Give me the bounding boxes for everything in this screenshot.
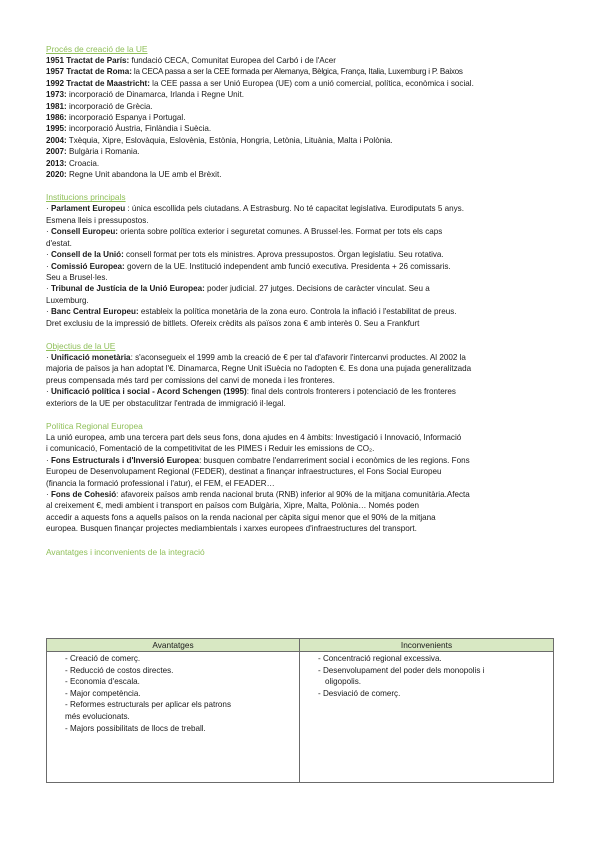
process-item bbox=[46, 101, 560, 112]
process-item-text: la CECA passa a ser la CEE formada per Alemanya, Bèlgica, França, Italia, Luxemburg i P. Baixos bbox=[131, 67, 463, 77]
institution-text: : única escollida pels ciutadans. A Estrasburg. No té capacitat legislativa. Eurodiputats 5 anys. bbox=[125, 204, 464, 214]
institution-commission bbox=[46, 261, 560, 284]
list-item: - Desviació de comerç. bbox=[318, 688, 401, 698]
institution-line: · Consell de la Unió: consell format per tots els ministres. Aprova pressupostos. Òrgan legislatiu. Seu rotativa. bbox=[46, 250, 444, 260]
institution-council-union bbox=[46, 249, 560, 260]
regional-text: accedir a aquests fons a aquells països on la renda nacional per càpita sigui menor que el 90% de la mitjana bbox=[46, 512, 436, 522]
integration-table bbox=[46, 638, 554, 783]
process-item-key: 2013: bbox=[46, 158, 67, 168]
institution-key: Comissió Europea: bbox=[50, 261, 125, 271]
process-item-key: 1986: bbox=[46, 113, 67, 123]
regional-cohesion-fund bbox=[46, 489, 560, 535]
process-item bbox=[46, 112, 560, 123]
table-body-row bbox=[47, 652, 553, 782]
disadvantages-cell bbox=[300, 652, 553, 782]
regional-key: Fons de Cohesió bbox=[50, 490, 117, 499]
objective-line: · Unificació monetària: s'aconsegueix el 1999 amb la creació de € per tal d'afavorir l'intercanvi productes. Al 2002 la bbox=[46, 352, 466, 362]
process-item-text: incorporació de Grècia. bbox=[66, 101, 153, 111]
process-item-key: 1995: bbox=[46, 124, 67, 134]
process-item bbox=[46, 55, 560, 66]
regional-text: i comunicació, Fomentació de la competitivitat de les PIMES i Reduir les emissions de CO₂. bbox=[46, 444, 375, 454]
institution-key: Tribunal de Justícia de la Unió Europea: bbox=[50, 284, 205, 294]
process-item-key: 1951 Tractat de París: bbox=[46, 56, 130, 65]
process-item-key: 1992 Tractat de Maastricht: bbox=[46, 78, 150, 88]
objective-key: Unificació política i social - Acord Schengen (1995) bbox=[50, 387, 247, 397]
list-item: - Reducció de costos directes. bbox=[65, 665, 174, 675]
institution-line: · Consell Europeu: orienta sobre política exterior i seguretat comunes. A Brussel·les. Format per tots els caps bbox=[46, 227, 443, 237]
table-header-row bbox=[47, 639, 553, 652]
spacer bbox=[46, 329, 560, 341]
spacer bbox=[46, 535, 560, 547]
institution-text: Dret exclusiu de la impressió de bitllets. Ofereix crèdits als països zona € amb interès 0. Seu a Frankfurt bbox=[46, 318, 420, 328]
list-item: - Desenvolupament del poder dels monopolis i bbox=[318, 665, 485, 675]
document-content bbox=[46, 44, 560, 558]
institution-text: govern de la UE. Institució independent amb funció executiva. Presidenta + 26 comissaris. bbox=[124, 261, 451, 271]
table-header-advantages: Avantatges bbox=[47, 639, 300, 652]
objective-political bbox=[46, 386, 560, 409]
regional-text: La unió europea, amb una tercera part dels seus fons, dona ajudes en 4 àmbits: Investigació i Innovació, Informació bbox=[46, 432, 462, 442]
process-item bbox=[46, 123, 560, 134]
institution-text: poder judicial. 27 jutges. Decisions de caràcter vinculat. Seu a bbox=[204, 284, 430, 294]
institution-text: estableix la política monetària de la zona euro. Controla la inflació i l'estabilitat de preus. bbox=[138, 307, 457, 317]
list-item: - Majors possibilitats de llocs de treball. bbox=[65, 723, 206, 733]
section-title-regional: Política Regional Europea bbox=[46, 420, 143, 431]
spacer bbox=[46, 180, 560, 192]
regional-text: (financia la formació professional i l'atur), el FEM, el FEADER… bbox=[46, 478, 275, 488]
list-item: - Reformes estructurals per aplicar els patrons bbox=[65, 700, 231, 710]
list-item: - Concentració regional excessiva. bbox=[318, 654, 442, 663]
process-list bbox=[46, 55, 560, 180]
list-item: - Major competència. bbox=[65, 688, 141, 698]
regional-line: · Fons Estructurals i d'Inversió Europea: busquen combatre l'endarreriment social i econòmics de les regions. Fons bbox=[46, 455, 470, 465]
institution-key: Consell de la Unió: bbox=[50, 250, 124, 260]
objective-line: · Unificació política i social - Acord Schengen (1995): final dels controls fronterers i potenciació de les fronteres bbox=[46, 387, 456, 397]
section-title-process: Procés de creació de la UE bbox=[46, 44, 148, 54]
process-item-text: Bulgària i Romania. bbox=[66, 147, 140, 157]
regional-intro bbox=[46, 432, 560, 455]
objective-text: preus compensada més tard per comissions del canvi de moneda i les fronteres. bbox=[46, 375, 335, 385]
institution-line: · Tribunal de Justícia de la Unió Europea: poder judicial. 27 jutges. Decisions de caràcter vinculat. Seu a bbox=[46, 284, 430, 294]
process-item-text: incorporació de Dinamarca, Irlanda i Regne Unit. bbox=[66, 90, 244, 100]
objective-key: Unificació monetària bbox=[50, 352, 131, 362]
list-item: - Economia d'escala. bbox=[65, 677, 140, 687]
institution-text: Seu a Brusel·les. bbox=[46, 272, 108, 282]
objective-monetary bbox=[46, 352, 560, 386]
process-item bbox=[46, 146, 560, 157]
institution-text: d'estat. bbox=[46, 238, 72, 248]
institution-text: Luxemburg. bbox=[46, 295, 89, 305]
process-item-text: Txèquia, Xipre, Eslovàquia, Eslovènia, Estònia, Hongria, Letònia, Lituània, Malta i Polònia. bbox=[66, 135, 393, 145]
process-item-text: la CEE passa a ser Unió Europea (UE) com a unió comercial, política, econòmica i social. bbox=[149, 78, 474, 88]
process-item bbox=[46, 169, 560, 180]
objective-text: : s'aconsegueix el 1999 amb la creació de € per tal d'afavorir l'intercanvi productes. Al 2002 la bbox=[130, 352, 466, 362]
regional-line: · Fons de Cohesió: afavoreix països amb renda nacional bruta (RNB) inferior al 90% de la mitjana comunitària.Afecta bbox=[46, 490, 470, 499]
regional-text: europea. Busquen finançar projectes mediambientals i xarxes europees d'infraestructures del transport. bbox=[46, 524, 417, 534]
regional-text: Europeu de Desenvolupament Regional (FEDER), destinat a finançar infraestructures, el Fons Social Europeu bbox=[46, 467, 442, 477]
institution-central-bank bbox=[46, 306, 560, 329]
process-item bbox=[46, 158, 560, 169]
objective-text: exteriors de la UE per obstaculitzar l'entrada de immigració il·legal. bbox=[46, 398, 286, 408]
institution-parliament bbox=[46, 203, 560, 226]
process-item bbox=[46, 78, 560, 89]
section-title-institutions: Institucions principals bbox=[46, 192, 126, 203]
institution-key: Consell Europeu: bbox=[50, 227, 118, 237]
section-title-integration: Avantatges i inconvenients de la integració bbox=[46, 546, 205, 557]
process-item bbox=[46, 89, 560, 100]
advantages-cell bbox=[47, 652, 300, 782]
process-item-key: 2007: bbox=[46, 147, 67, 157]
institution-line: · Comissió Europea: govern de la UE. Institució independent amb funció executiva. Presidenta + 26 comissaris. bbox=[46, 261, 451, 271]
regional-structural-funds bbox=[46, 455, 560, 489]
process-item-text: Regne Unit abandona la UE amb el Brèxit. bbox=[66, 170, 222, 180]
process-item-key: 1981: bbox=[46, 101, 67, 111]
regional-text: : busquen combatre l'endarreriment social i econòmics de les regions. Fons bbox=[199, 455, 470, 465]
institution-key: Parlament Europeu bbox=[50, 204, 126, 214]
list-item: oligopolis. bbox=[325, 677, 361, 687]
institution-line: · Banc Central Europeu: estableix la política monetària de la zona euro. Controla la inflació i l'estabilitat de preus. bbox=[46, 307, 457, 317]
process-item-text: fundació CECA, Comunitat Europea del Carbó i de l'Acer bbox=[129, 56, 336, 65]
institution-text: Esmena lleis i pressupostos. bbox=[46, 215, 149, 225]
list-item: - Creació de comerç. bbox=[65, 654, 141, 663]
process-item-key: 1957 Tractat de Roma: bbox=[46, 67, 132, 77]
process-item-text: Croacia. bbox=[66, 158, 100, 168]
regional-text: : afavoreix països amb renda nacional bruta (RNB) inferior al 90% de la mitjana comunitària.Afecta bbox=[116, 490, 470, 499]
institution-european-council bbox=[46, 226, 560, 249]
regional-key: Fons Estructurals i d'Inversió Europea bbox=[50, 455, 200, 465]
process-item-text: incorporació Espanya i Portugal. bbox=[66, 113, 186, 123]
regional-text: al creixement €, medi ambient i transport en països com Bulgària, Xipre, Malta, Polònia… Només poden bbox=[46, 501, 419, 511]
list-item: més evolucionats. bbox=[65, 711, 130, 721]
process-item bbox=[46, 135, 560, 146]
section-title-objectives: Objectius de la UE bbox=[46, 340, 116, 351]
institution-line: · Parlament Europeu : única escollida pels ciutadans. A Estrasburg. No té capacitat legislativa. Eurodiputats 5 anys. bbox=[46, 204, 464, 214]
process-item bbox=[46, 66, 560, 77]
process-item-key: 2020: bbox=[46, 170, 67, 180]
objective-text: majoria de països ja han adoptat l'€. Dinamarca, Regne Unit iSuècia no l'adopten €. Es dona una pujada generalitzada bbox=[46, 364, 472, 374]
institution-key: Banc Central Europeu: bbox=[50, 307, 139, 317]
institution-text: consell format per tots els ministres. Aprova pressupostos. Òrgan legislatiu. Seu rotativa. bbox=[123, 250, 444, 260]
objective-text: : final dels controls fronterers i potenciació de les fronteres bbox=[246, 387, 456, 397]
spacer bbox=[46, 409, 560, 421]
process-item-key: 1973: bbox=[46, 90, 67, 100]
table-header-disadvantages: Inconvenients bbox=[300, 639, 553, 652]
process-item-text: incorporació Àustria, Finlàndia i Suècia. bbox=[66, 124, 212, 134]
process-item-key: 2004: bbox=[46, 135, 67, 145]
institution-text: orienta sobre política exterior i seguretat comunes. A Brussel·les. Format per tots els caps bbox=[117, 227, 443, 237]
institution-court bbox=[46, 283, 560, 306]
